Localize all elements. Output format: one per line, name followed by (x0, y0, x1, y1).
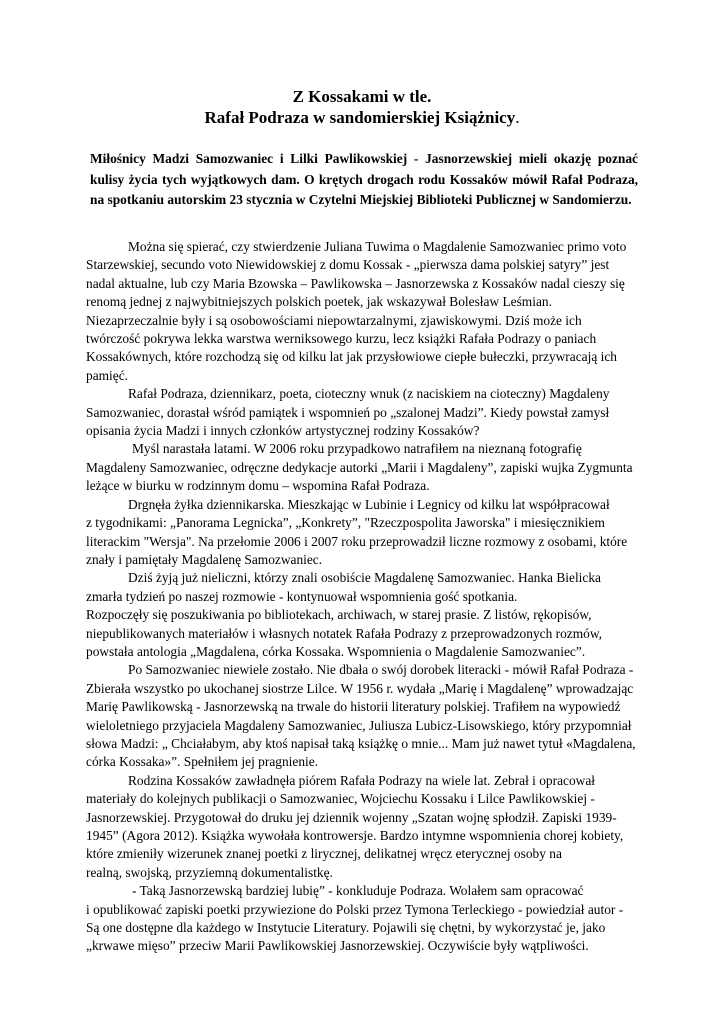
lead-line: kulisy życia tych wyjątkowych dam. O krętych drogach rodu Kossaków mówił Rafał Podraza, (90, 171, 638, 187)
body-line: córka Kossaka»”. Spełniłem jej pragnienie. (86, 754, 319, 770)
body-line: Starzewskiej, secundo voto Niewidowskiej z domu Kossak - „pierwsza dama polskiej satyry” jest (86, 257, 610, 273)
title-line-1: Z Kossakami w tle. (292, 87, 432, 106)
body-line: Rodzina Kossaków zawładnęła piórem Rafała Podrazy na wiele lat. Zebrał i opracował (128, 772, 596, 788)
body-line: leżące w biurku w rodzinnym domu – wspomina Rafał Podraza. (86, 478, 430, 494)
article-subtitle (0, 107, 724, 128)
body-line: 1945” (Agora 2012). Książka wywołała kontrowersje. Bardzo intymne wspomnienia chorej kobiety, (86, 828, 624, 843)
body-line: znały i pamiętały Magdalenę Samozwaniec. (86, 551, 323, 567)
body-line: Po Samozwaniec niewiele zostało. Nie dbała o swój dorobek literacki - mówił Rafał Podraza - (128, 662, 634, 678)
body-line: Myśl narastała latami. W 2006 roku przypadkowo natrafiłem na nieznaną fotografię (132, 441, 582, 457)
body-line: Jasnorzewskiej. Przygotował do druku jej dziennik wojenny „Szatan wojnę spłodził. Zapiski 1939- (86, 809, 617, 825)
body-line: zmarła tydzień po naszej rozmowie - kontynuował wspomnienia gość spotkania. (86, 588, 518, 604)
body-line: opisania życia Madzi i innych członków artystycznej rodziny Kossaków? (86, 423, 480, 439)
body-line: słowa Madzi: „ Chciałabym, aby ktoś napisał taką książkę o mnie... Mam już nawet tytuł «Magdalena, (86, 735, 636, 751)
body-line: z tygodnikami: „Panorama Legnicka”, „Konkrety”, "Rzeczpospolita Jaworska" i miesięcznikiem (86, 515, 605, 531)
body-line: które zmieniły wizerunek znanej poetki z lirycznej, delikatnej wręcz eterycznej osoby na (86, 846, 562, 862)
article-body (86, 238, 646, 956)
body-line: wieloletniego przyjaciela Magdaleny Samozwaniec, Juliusza Lubicz-Lisowskiego, który przypomniał (86, 717, 632, 733)
body-line: Magdaleny Samozwaniec, odręczne dedykacje autorki „Marii i Magdaleny”, zapiski wujka Zygmunta (86, 459, 633, 475)
body-line: literackim "Wersja". Na przełomie 2006 i 2007 roku przeprowadził liczne rozmowy z osobami, które (86, 533, 628, 549)
body-line: niepublikowanych materiałów i własnych notatek Rafała Podrazy z przeprowadzonych rozmów, (86, 625, 602, 641)
body-line: Zbierała wszystko po ukochanej siostrze Lilce. W 1956 r. wydała „Marię i Magdalenę” wprowadzając (86, 680, 634, 696)
body-line: Rozpoczęły się poszukiwania po bibliotekach, archiwach, w starej prasie. Z listów, rękopisów, (86, 607, 592, 623)
body-line: renomą jednej z najwybitniejszych polskich poetek, jak wskazywał Bolesław Leśmian. (86, 294, 552, 310)
body-line: pamięć. (86, 367, 129, 383)
body-line: Są one dostępne dla każdego w Instytucie Literatury. Pojawili się chętni, by wykorzystać je, jako (86, 920, 606, 936)
title-line-2-period: . (515, 108, 520, 127)
body-line: Można się spierać, czy stwierdzenie Juliana Tuwima o Magdalenie Samozwaniec primo voto (128, 239, 627, 254)
lead-line: Miłośnicy Madzi Samozwaniec i Lilki Pawlikowskiej - Jasnorzewskiej mieli okazję poznać (90, 151, 638, 166)
body-line: twórczość pokrywa lekka warstwa werniksowego kurzu, lecz książki Rafała Podrazy o paniach (86, 331, 597, 347)
body-line: - Taką Jasnorzewską bardziej lubię” - konkluduje Podraza. Wolałem sam opracować (132, 883, 584, 899)
body-line: materiały do kolejnych publikacji o Samozwaniec, Wojciechu Kossaku i Lilce Pawlikowskiej - (86, 791, 595, 807)
body-line: nadal aktualne, lub czy Maria Bzowska – Pawlikowska – Jasnorzewska z Kossaków nadal cieszy się (86, 275, 625, 291)
body-line: Niezaprzeczalnie były i są osobowościami niepowtarzalnymi, zjawiskowymi. Dziś może ich (86, 312, 582, 328)
body-line: Dziś żyją już nieliczni, którzy znali osobiście Magdalenę Samozwaniec. Hanka Bielicka (128, 570, 601, 586)
lead-paragraph (86, 149, 638, 211)
lead-line: na spotkaniu autorskim 23 stycznia w Czytelni Miejskiej Biblioteki Publicznej w Sandomierzu. (90, 192, 632, 207)
body-line: realną, swojską, przyziemną dokumentalistkę. (86, 864, 333, 880)
body-line: Marię Pawlikowską - Jasnorzewską na trwale do historii literatury polskiej. Trafiłem na wypowiedź (86, 699, 621, 715)
title-line-2: Rafał Podraza w sandomierskiej Książnicy (204, 108, 516, 127)
body-line: Rafał Podraza, dziennikarz, poeta, cioteczny wnuk (z naciskiem na cioteczny) Magdaleny (128, 386, 610, 402)
body-line: Kossakównych, które rozchodzą się od kilku lat jak przysłowiowe ciepłe bułeczki, przywracają ich (86, 349, 617, 365)
body-line: i opublikować zapiski poetki przywiezione do Polski przez Tymona Terleckiego - powiedział autor - (86, 901, 624, 917)
body-line: powstała antologia „Magdalena, córka Kossaka. Wspomnienia o Magdalenie Samozwaniec”. (86, 643, 586, 659)
body-line: „krwawe mięso” przeciw Marii Pawlikowskiej Jasnorzewskiej. Oczywiście były wątpliwości. (86, 938, 589, 954)
body-line: Drgnęła żyłka dziennikarska. Mieszkając w Lubinie i Legnicy od kilku lat współpracował (128, 496, 610, 512)
article-title (0, 86, 724, 107)
body-line: Samozwaniec, dorastał wśród pamiątek i wspomnień po „szalonej Madzi”. Kiedy powstał zamysł (86, 404, 610, 420)
